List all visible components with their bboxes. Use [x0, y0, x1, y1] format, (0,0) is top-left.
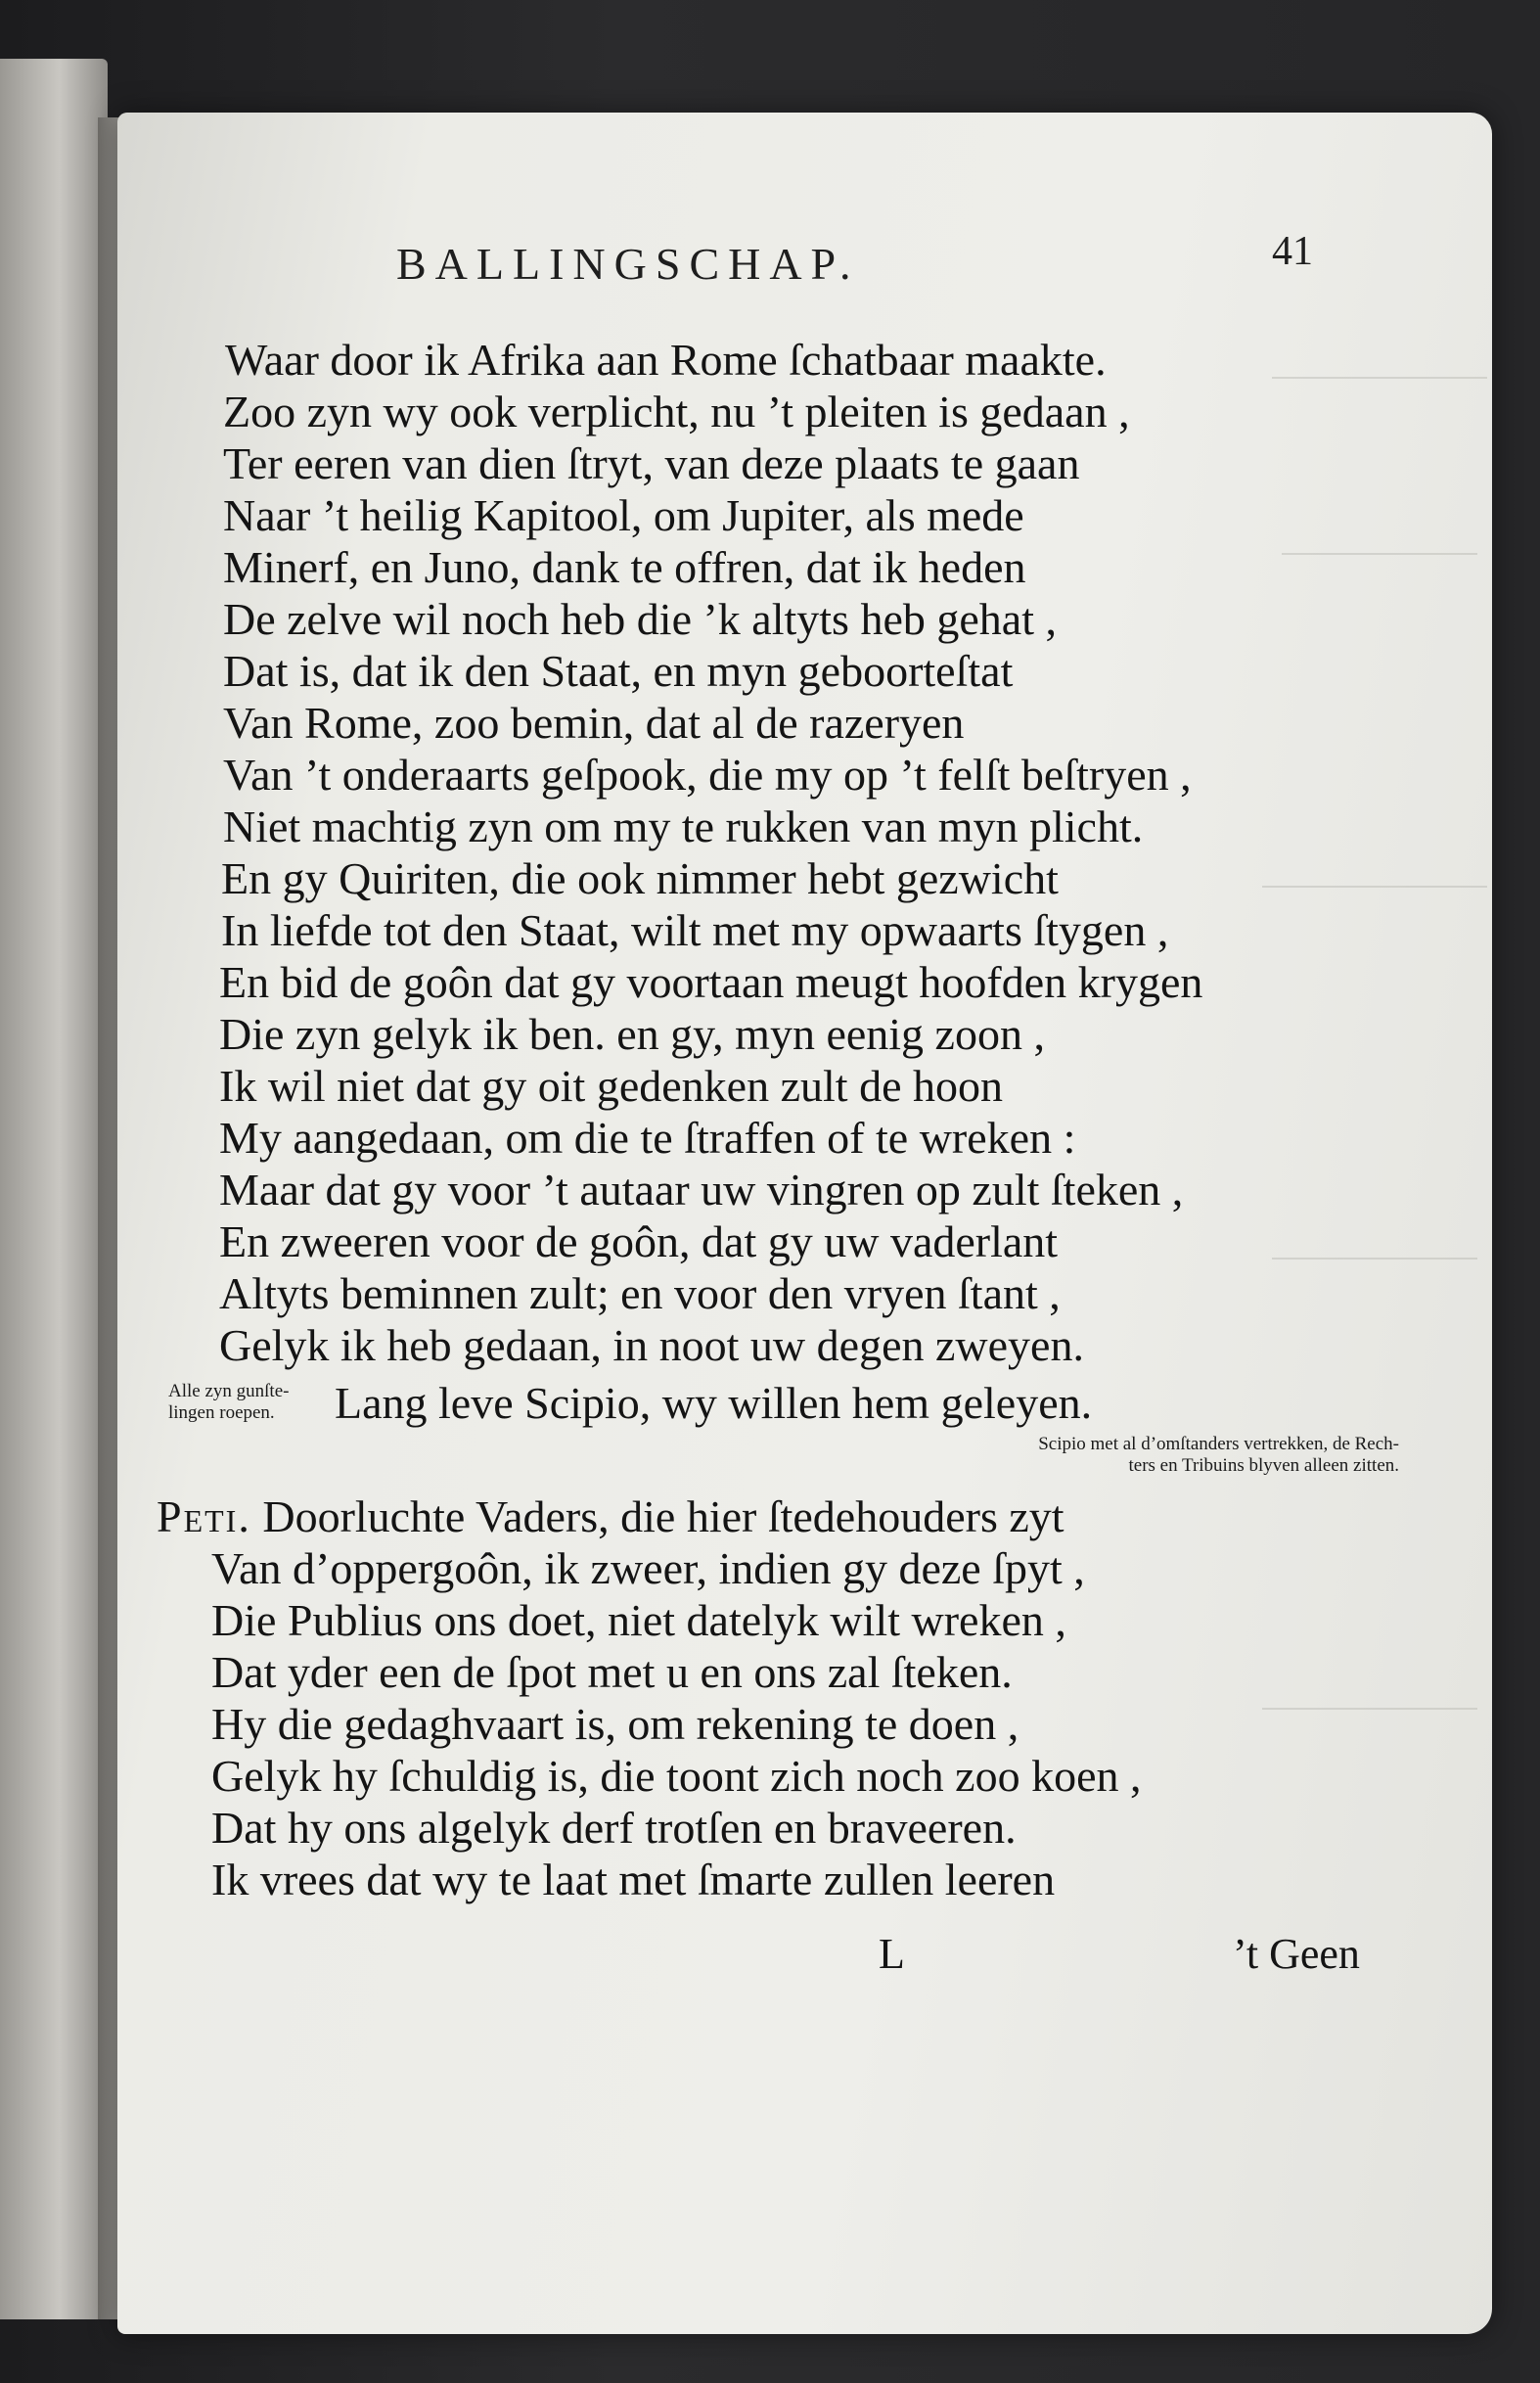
show-through [1272, 1228, 1477, 1260]
speech-line: Dat hy ons algelyk derf trotſen en braveeren. [211, 1803, 1017, 1853]
verse-line: De zelve wil noch heb die ’k altyts heb gehat , [223, 594, 1057, 644]
verse-line: En zweeren voor de goôn, dat gy uw vaderlant [219, 1216, 1059, 1266]
verse-line: In liefde tot den Staat, wilt met my opwaarts ſtygen , [221, 905, 1169, 955]
verse-line: En bid de goôn dat gy voortaan meugt hoofden krygen [219, 957, 1203, 1007]
show-through [1282, 524, 1477, 555]
verse-line: Waar door ik Afrika aan Rome ſchatbaar maakte. [225, 335, 1107, 385]
verse-line: Dat is, dat ik den Staat, en myn geboorteſtat [223, 646, 1014, 696]
speech-first-line [157, 1492, 1064, 1541]
verse-line: Naar ’t heilig Kapitool, om Jupiter, als mede [223, 490, 1024, 540]
verse-line: Die zyn gelyk ik ben. en gy, myn eenig zoon , [219, 1009, 1045, 1059]
verse-line: Altyts beminnen zult; en voor den vryen ſtant , [219, 1268, 1061, 1318]
catchword: ’t Geen [1233, 1930, 1360, 1978]
show-through [1262, 856, 1487, 888]
marginal-note-line: Alle zyn gunſte- [168, 1381, 290, 1401]
speech-line: Dat yder een de ſpot met u en ons zal ſteken. [211, 1647, 1013, 1697]
speech-line: Gelyk hy ſchuldig is, die toont zich noch zoo koen , [211, 1751, 1142, 1801]
verse-line: Maar dat gy voor ’t autaar uw vingren op zult ſteken , [219, 1165, 1184, 1214]
page-number: 41 [1272, 229, 1313, 274]
speech-line: Van d’oppergoôn, ik zweer, indien gy deze ſpyt , [211, 1543, 1085, 1593]
verse-line: En gy Quiriten, die ook nimmer hebt gezwicht [221, 853, 1059, 903]
marginal-note-line: lingen roepen. [168, 1402, 275, 1423]
stage-direction-line: Scipio met al d’omſtanders vertrekken, de Rech- [1038, 1434, 1399, 1454]
book-page [117, 113, 1492, 2334]
verse-line: Van ’t onderaarts geſpook, die my op ’t felſt beſtryen , [223, 750, 1192, 800]
stage-direction [871, 1434, 1399, 1477]
speech-text: Doorluchte Vaders, die hier ſtedehouders zyt [262, 1491, 1064, 1541]
chorus-line: Lang leve Scipio, wy willen hem geleyen. [335, 1378, 1093, 1428]
running-head: BALLINGSCHAP. [396, 239, 860, 289]
verse-line: Ik wil niet dat gy oit gedenken zult de hoon [219, 1061, 1003, 1111]
speech-line: Hy die gedaghvaart is, om rekening te doen , [211, 1699, 1019, 1749]
verse-line: Gelyk ik heb gedaan, in noot uw degen zweyen. [219, 1320, 1084, 1370]
verse-line: Niet machtig zyn om my te rukken van myn plicht. [223, 802, 1144, 851]
speech-line: Die Publius ons doet, niet datelyk wilt wreken , [211, 1595, 1066, 1645]
facing-page-edge [0, 59, 108, 2319]
stage-direction-line: ters en Tribuins blyven alleen zitten. [1128, 1455, 1399, 1476]
show-through [1272, 347, 1487, 379]
verse-line: Ter eeren van dien ſtryt, van deze plaats te gaan [223, 438, 1080, 488]
marginal-note [168, 1381, 289, 1424]
speaker-name: Peti. [157, 1491, 251, 1541]
signature-mark: L [879, 1930, 905, 1978]
speech-line: Ik vrees dat wy te laat met ſmarte zullen leeren [211, 1855, 1056, 1904]
verse-line: Minerf, en Juno, dank te offren, dat ik heden [223, 542, 1026, 592]
verse-line: My aangedaan, om die te ſtraffen of te wreken : [219, 1113, 1076, 1163]
show-through [1262, 1678, 1477, 1710]
verse-line: Van Rome, zoo bemin, dat al de razeryen [223, 698, 965, 748]
verse-line: Zoo zyn wy ook verplicht, nu ’t pleiten is gedaan , [223, 387, 1130, 436]
